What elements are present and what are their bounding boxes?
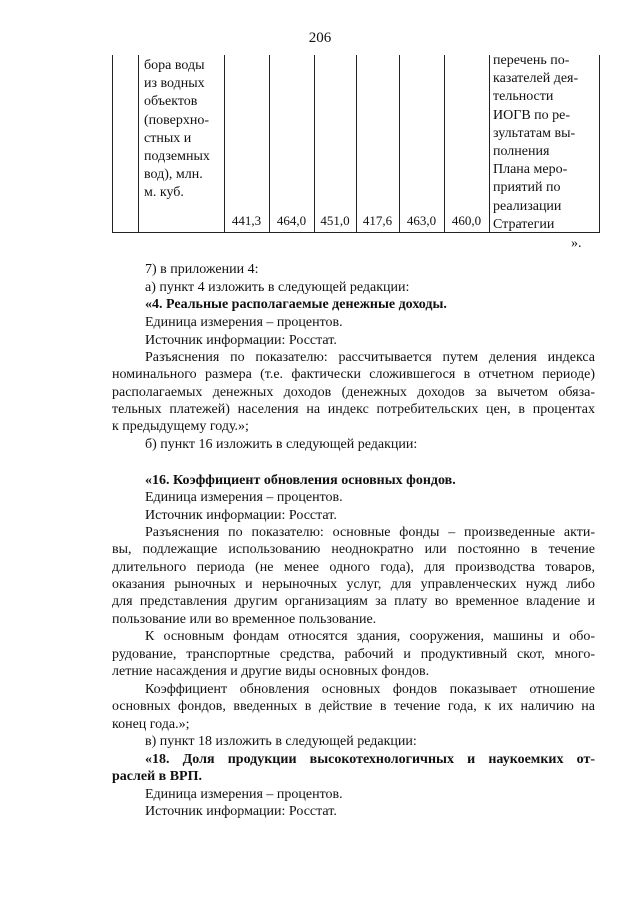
text-line: Единица измерения – процентов. [145,490,343,505]
source-cell [493,52,578,234]
text-line: Источник информации: Росстат. [145,508,337,523]
text-line: к предыдущему году.»; [112,419,249,434]
text-line: оказания рыночных и нерыночных услуг, для управленческих нужд либо [112,577,595,592]
source-line: ИОГВ по ре- [493,107,571,123]
table-border [138,55,139,233]
closing-quote: ». [571,236,582,251]
section-heading: «4. Реальные располагаемые денежные доходы. [145,297,447,312]
indicator-line: из водных [144,76,205,92]
text-line: основных фондов, введенных в действие в течение года, к их наличию на [112,699,595,714]
text-line: тельных платежей) населения на индекс потребительских цен, в процентах [112,402,595,417]
source-line: Стратегии [493,216,555,232]
source-line: тельности [493,89,554,105]
indicator-line: стных и [144,130,192,146]
text-line: номинального размера (т.е. фактически сложившегося в отчетном периоде) [112,367,595,382]
table-border [399,55,400,233]
text-line: Единица измерения – процентов. [145,787,343,802]
text-line: б) пункт 16 изложить в следующей редакции: [145,437,418,452]
source-line: перечень по- [493,53,570,68]
table-border [489,55,490,233]
source-line: полнения [493,144,550,160]
table-border [112,55,113,233]
text-line: Разъяснения по показателю: рассчитывается путем деления индекса [145,350,595,365]
table-fragment [112,55,600,233]
table-border [269,55,270,233]
value-cell: 451,0 [320,213,350,228]
section-heading: «18. Доля продукции высокотехнологичных и наукоемких от- [145,752,595,767]
section-heading: раслей в ВРП. [112,769,202,784]
text-line: пользование или во временное пользование. [112,612,377,627]
text-line: а) пункт 4 изложить в следующей редакции: [145,280,410,295]
source-line: казателей дея- [493,71,579,87]
section-heading: «16. Коэффициент обновления основных фондов. [145,473,456,488]
text-line: Единица измерения – процентов. [145,315,343,330]
table-border [599,55,600,233]
indicator-name-cell [144,57,210,203]
text-line: Источник информации: Росстат. [145,333,337,348]
value-cell: 463,0 [406,213,437,228]
text-line: Источник информации: Росстат. [145,804,337,819]
indicator-line: бора воды [144,58,205,73]
text-line: длительного периода (не менее одного года), для производства товаров, [112,560,595,575]
indicator-line: м. куб. [144,185,184,201]
indicator-line: объектов [144,94,198,110]
text-line: Коэффициент обновления основных фондов показывает отношение [145,682,595,697]
source-line: Плана меро- [493,162,568,178]
text-line: Разъяснения по показателю: основные фонды – произведенные акти- [145,525,595,540]
value-cell: 417,6 [362,213,393,228]
source-line: приятий по [493,180,561,196]
value-cell: 441,3 [231,213,262,228]
text-line: К основным фондам относятся здания, сооружения, машины и обо- [145,629,595,644]
table-border [224,55,225,233]
text-line: рудование, транспортные средства, рабочий и продуктивный скот, много- [112,647,595,662]
table-border [444,55,445,233]
indicator-line: вод), млн. [144,167,203,183]
source-line: зультатам вы- [493,125,576,141]
table-border [356,55,357,233]
page-number: 206 [308,30,332,46]
table-border [314,55,315,233]
indicator-line: подземных [144,149,210,165]
text-line: 7) в приложении 4: [145,262,259,277]
indicator-line: (поверхно- [144,112,210,128]
value-cell: 460,0 [451,213,482,228]
text-line: в) пункт 18 изложить в следующей редакции: [145,734,417,749]
value-cell: 464,0 [276,213,307,228]
text-line: вы, подлежащие использованию неоднократно или постоянно в течение [112,542,595,557]
text-line: располагаемых денежных доходов (денежных доходов за вычетом обяза- [112,385,595,400]
text-line: летние насаждения и другие виды основных фондов. [112,664,430,679]
text-line: для представления другим организациям за плату во временное владение и [112,594,595,609]
source-line: реализации [493,198,562,214]
text-line: конец года.»; [112,717,190,732]
